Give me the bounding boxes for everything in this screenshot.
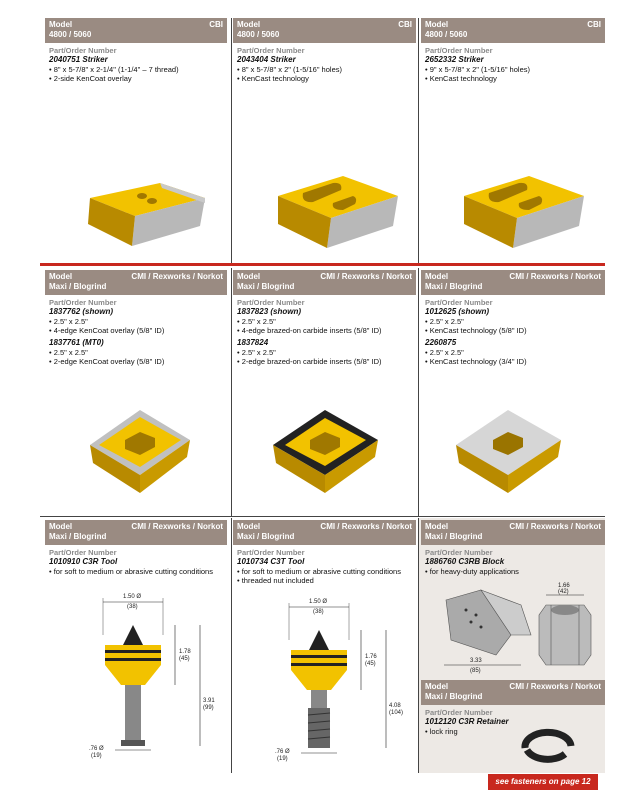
model-label: Model <box>237 272 261 281</box>
part-label: Part/Order Number <box>425 548 493 557</box>
part-number: 1012625 (shown) <box>425 307 490 316</box>
model-label: Model <box>237 20 261 29</box>
model-label: Model <box>425 522 449 531</box>
bullet: • threaded nut included <box>237 576 314 585</box>
dim-len-mm: (99) <box>203 705 214 711</box>
product-card-1886760 <box>421 520 605 675</box>
dim-bot: .76 Ø <box>89 746 104 752</box>
model-label: Model <box>49 20 73 29</box>
brand-label: CBI <box>209 20 223 29</box>
model-value: Maxi / Blogrind <box>425 282 483 291</box>
model-label: Model <box>49 272 73 281</box>
bullet: • 2-edge brazed-on carbide inserts (5/8" ID) <box>237 357 382 366</box>
brand-label: CMI / Rexworks / Norkot <box>509 682 601 691</box>
model-value: 4800 / 5060 <box>425 30 468 39</box>
card-header <box>45 270 227 295</box>
bullet: • 2-edge KenCoat overlay (5/8" ID) <box>49 357 165 366</box>
model-value: Maxi / Blogrind <box>425 532 483 541</box>
bullet: • 4-edge KenCoat overlay (5/8" ID) <box>49 326 165 335</box>
part-number: 1837823 (shown) <box>237 307 302 316</box>
product-card-1012120 <box>421 680 605 772</box>
part-label: Part/Order Number <box>49 46 117 55</box>
product-card-1010910 <box>45 520 227 772</box>
dim-top: 1.50 Ø <box>123 594 142 600</box>
model-value: Maxi / Blogrind <box>49 532 107 541</box>
dim-w-mm: (42) <box>558 589 569 595</box>
divider-v2 <box>418 18 419 265</box>
bullet: • KenCast technology (5/8" ID) <box>425 326 527 335</box>
part-label: Part/Order Number <box>49 298 117 307</box>
model-label: Model <box>425 20 449 29</box>
dim-len-mm: (104) <box>389 710 404 716</box>
bullet: • 8" x 5-7/8" x 2-1/4" (1-1/4" – 7 thread) <box>49 65 179 74</box>
part-label: Part/Order Number <box>425 708 493 717</box>
card-header <box>45 18 227 43</box>
part-label: Part/Order Number <box>237 46 305 55</box>
model-value: Maxi / Blogrind <box>237 282 295 291</box>
divider-v5 <box>231 518 232 773</box>
model-value: 4800 / 5060 <box>237 30 280 39</box>
bullet: • 2.5" x 2.5" <box>49 348 88 357</box>
part-number: 1010734 C3T Tool <box>237 557 305 566</box>
part-number: 1012120 C3R Retainer <box>425 717 509 726</box>
dim-tip: 1.78 <box>179 649 191 655</box>
brand-label: CBI <box>398 20 412 29</box>
brand-label: CMI / Rexworks / Norkot <box>509 522 601 531</box>
model-value: 4800 / 5060 <box>49 30 92 39</box>
dim-bot-mm: (19) <box>277 756 288 762</box>
part-label: Part/Order Number <box>237 548 305 557</box>
card-header <box>421 270 605 295</box>
dim-tip-mm: (45) <box>365 661 376 667</box>
fasteners-link[interactable]: see fasteners on page 12 <box>488 774 598 790</box>
bullet: • KenCast technology <box>425 74 497 83</box>
dim-len: 3.91 <box>203 698 215 704</box>
brand-label: CMI / Rexworks / Norkot <box>320 522 412 531</box>
model-value: Maxi / Blogrind <box>425 692 483 701</box>
product-card-1837823 <box>233 270 416 515</box>
dim-l-mm: (85) <box>470 668 481 674</box>
dim-w: 1.66 <box>558 583 570 589</box>
retainer-ring-image <box>513 718 583 768</box>
bullet: • KenCast technology (3/4" ID) <box>425 357 527 366</box>
dim-l: 3.33 <box>470 658 482 664</box>
product-card-2652332 <box>421 18 605 263</box>
bullet: • 4-edge brazed-on carbide inserts (5/8" ID) <box>237 326 382 335</box>
part-number: 2040751 Striker <box>49 55 108 64</box>
dim-len: 4.08 <box>389 703 401 709</box>
part-number: 1886760 C3RB Block <box>425 557 505 566</box>
bullet: • 2-side KenCoat overlay <box>49 74 132 83</box>
part-label: Part/Order Number <box>49 548 117 557</box>
dim-bot: .76 Ø <box>275 749 290 755</box>
part-number: 1010910 C3R Tool <box>49 557 118 566</box>
divider-v3 <box>231 268 232 516</box>
part-number: 1837824 <box>237 338 269 347</box>
insert-image <box>451 405 566 495</box>
bullet: • KenCast technology <box>237 74 309 83</box>
card-header <box>421 18 605 43</box>
model-label: Model <box>425 682 449 691</box>
brand-label: CMI / Rexworks / Norkot <box>509 272 601 281</box>
c3r-tool-drawing <box>75 590 225 765</box>
divider-v1 <box>231 18 232 265</box>
model-label: Model <box>49 522 73 531</box>
product-card-2043404 <box>233 18 416 263</box>
bullet: • 2.5" x 2.5" <box>237 348 276 357</box>
c3t-tool-drawing <box>261 595 411 767</box>
model-label: Model <box>425 272 449 281</box>
section-divider <box>40 263 605 266</box>
insert-image <box>85 405 195 495</box>
bullet: • 2.5" x 2.5" <box>237 317 276 326</box>
dim-top-mm: (38) <box>127 604 138 610</box>
product-card-2040751 <box>45 18 227 263</box>
bullet: • 2.5" x 2.5" <box>49 317 88 326</box>
striker-image <box>263 158 403 248</box>
bullet: • 8" x 5-7/8" x 2" (1-5/16" holes) <box>237 65 342 74</box>
bullet: • 9" x 5-7/8" x 2" (1-5/16" holes) <box>425 65 530 74</box>
insert-image <box>268 405 383 495</box>
brand-label: CMI / Rexworks / Norkot <box>320 272 412 281</box>
part-number: 1837761 (MT0) <box>49 338 104 347</box>
bullet: • for heavy-duty applications <box>425 567 519 576</box>
part-number: 1837762 (shown) <box>49 307 114 316</box>
product-card-1012625 <box>421 270 605 515</box>
card-header <box>233 520 416 545</box>
dim-bot-mm: (19) <box>91 753 102 759</box>
part-label: Part/Order Number <box>237 298 305 307</box>
model-value: Maxi / Blogrind <box>237 532 295 541</box>
card-header <box>45 520 227 545</box>
model-value: Maxi / Blogrind <box>49 282 107 291</box>
striker-image <box>70 158 210 248</box>
divider-h1 <box>40 516 605 517</box>
bullet: • 2.5" x 2.5" <box>425 317 464 326</box>
card-header <box>233 18 416 43</box>
dim-top-mm: (38) <box>313 609 324 615</box>
bullet: • 2.5" x 2.5" <box>425 348 464 357</box>
brand-label: CMI / Rexworks / Norkot <box>131 522 223 531</box>
part-number: 2043404 Striker <box>237 55 296 64</box>
brand-label: CBI <box>587 20 601 29</box>
bullet: • lock ring <box>425 727 458 736</box>
part-number: 2652332 Striker <box>425 55 484 64</box>
dim-top: 1.50 Ø <box>309 599 328 605</box>
divider-v4 <box>418 268 419 516</box>
dim-tip-mm: (45) <box>179 656 190 662</box>
striker-image <box>449 158 589 248</box>
bullet: • for soft to medium or abrasive cutting conditions <box>49 567 213 576</box>
brand-label: CMI / Rexworks / Norkot <box>131 272 223 281</box>
model-label: Model <box>237 522 261 531</box>
card-header <box>233 270 416 295</box>
part-number: 2260875 <box>425 338 457 347</box>
card-header <box>421 520 605 545</box>
product-card-1837762 <box>45 270 227 515</box>
bullet: • for soft to medium or abrasive cutting conditions <box>237 567 401 576</box>
card-header <box>421 680 605 705</box>
dim-tip: 1.76 <box>365 654 377 660</box>
part-label: Part/Order Number <box>425 46 493 55</box>
product-card-1010734 <box>233 520 416 772</box>
c3rb-block-drawing <box>426 580 601 675</box>
part-label: Part/Order Number <box>425 298 493 307</box>
